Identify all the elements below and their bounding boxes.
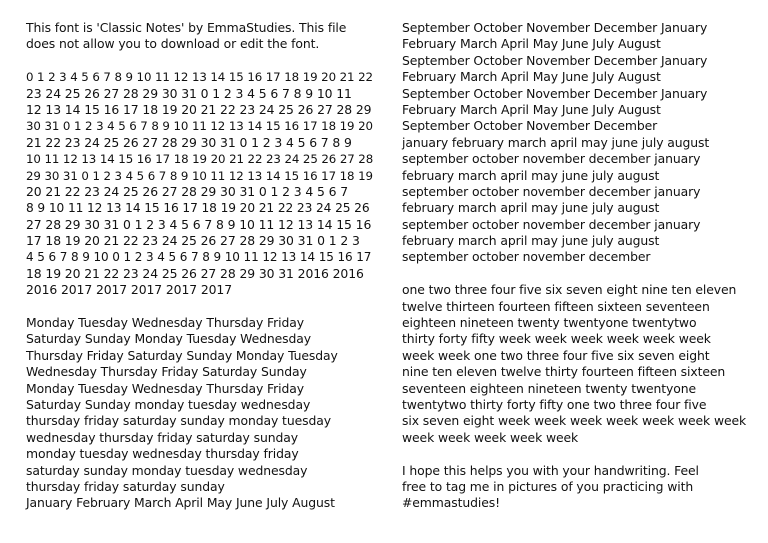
- text-line: Wednesday Thursday Friday Saturday Sunday: [26, 364, 307, 380]
- text-line: eighteen nineteen twenty twentyone twentytwo: [402, 315, 697, 331]
- text-line: wednesday thursday friday saturday sunday: [26, 429, 298, 445]
- text-line: 23 24 25 26 27 28 29 30 31 0 1 2 3 4 5 6 7 8 9 10 11: [26, 85, 352, 101]
- text-line: saturday sunday monday tuesday wednesday: [26, 462, 308, 478]
- text-line: nine ten eleven twelve thirty fourteen fifteen sixteen: [402, 364, 726, 380]
- text-line: September October November December: [402, 118, 658, 134]
- text-line: week week one two three four five six seven eight: [402, 347, 710, 363]
- text-line: 27 28 29 30 31 0 1 2 3 4 5 6 7 8 9 10 11 12 13 14 15 16: [26, 216, 372, 232]
- text-line: thursday friday saturday sunday monday tuesday: [26, 413, 331, 429]
- text-line: february march april may june july august: [402, 233, 660, 249]
- text-line: six seven eight week week week week week week week: [402, 413, 747, 429]
- text-line: september october november december january: [402, 183, 701, 199]
- text-line: Saturday Sunday Monday Tuesday Wednesday: [26, 331, 312, 347]
- word-numbers-paragraph: [402, 282, 750, 446]
- text-line: I hope this helps you with your handwriting. Feel: [402, 462, 699, 478]
- text-line: 10 11 12 13 14 15 16 17 18 19 20 21 22 23 24 25 26 27 28: [26, 152, 374, 167]
- closing-paragraph: [402, 463, 750, 512]
- text-line: Thursday Friday Saturday Sunday Monday Tuesday: [26, 347, 338, 363]
- text-line: thursday friday saturday sunday: [26, 478, 225, 494]
- text-line: 0 1 2 3 4 5 6 7 8 9 10 11 12 13 14 15 16 17 18 19 20 21 22: [26, 70, 373, 85]
- text-line: one two three four five six seven eight nine ten eleven: [402, 282, 737, 298]
- text-line: twentytwo thirty forty fifty one two three four five: [402, 396, 707, 412]
- text-line: 18 19 20 21 22 23 24 25 26 27 28 29 30 31 2016 2016: [26, 265, 364, 281]
- text-line: january february march april may june july august: [402, 134, 710, 150]
- right-column: [402, 20, 750, 512]
- text-line: 30 31 0 1 2 3 4 5 6 7 8 9 10 11 12 13 14 15 16 17 18 19 20: [26, 119, 373, 134]
- text-line: 12 13 14 15 16 17 18 19 20 21 22 23 24 25 26 27 28 29: [26, 101, 372, 117]
- text-line: 29 30 31 0 1 2 3 4 5 6 7 8 9 10 11 12 13 14 15 16 17 18 19: [26, 168, 373, 183]
- text-line: free to tag me in pictures of you practicing with: [402, 478, 694, 494]
- text-line: 21 22 23 24 25 26 27 28 29 30 31 0 1 2 3 4 5 6 7 8 9: [26, 134, 352, 150]
- days-paragraph: [26, 315, 374, 512]
- text-line: February March April May June July August: [402, 101, 661, 117]
- text-line: #emmastudies!: [402, 495, 500, 511]
- text-line: september october november december january: [402, 216, 701, 232]
- text-line: thirty forty fifty week week week week week week: [402, 331, 711, 347]
- months-paragraph: [402, 20, 750, 266]
- text-line: september october november december january: [402, 151, 701, 167]
- left-column: [26, 20, 374, 512]
- text-line: February March April May June July August: [402, 36, 661, 52]
- text-line: 8 9 10 11 12 13 14 15 16 17 18 19 20 21 22 23 24 25 26: [26, 201, 370, 216]
- text-line: 20 21 22 23 24 25 26 27 28 29 30 31 0 1 2 3 4 5 6 7: [26, 183, 349, 199]
- numbers-paragraph: [26, 69, 374, 298]
- text-line: September October November December January: [402, 85, 708, 101]
- text-line: february march april may june july august: [402, 167, 660, 183]
- text-line: 17 18 19 20 21 22 23 24 25 26 27 28 29 30 31 0 1 2 3: [26, 233, 360, 249]
- text-line: This font is 'Classic Notes' by EmmaStudies. This file: [26, 20, 347, 35]
- text-line: monday tuesday wednesday thursday friday: [26, 446, 299, 462]
- text-line: september october november december: [402, 249, 651, 265]
- text-line: September October November December January: [402, 20, 708, 35]
- text-line: September October November December January: [402, 52, 708, 68]
- text-line: does not allow you to download or edit the font.: [26, 36, 320, 52]
- text-line: february march april may june july august: [402, 200, 660, 216]
- intro-paragraph: [26, 20, 374, 53]
- text-line: twelve thirteen fourteen fifteen sixteen seventeen: [402, 298, 710, 314]
- text-line: Monday Tuesday Wednesday Thursday Friday: [26, 315, 304, 331]
- text-line: Monday Tuesday Wednesday Thursday Friday: [26, 380, 304, 396]
- text-line: 2016 2017 2017 2017 2017 2017: [26, 282, 232, 298]
- text-line: 4 5 6 7 8 9 10 0 1 2 3 4 5 6 7 8 9 10 11 12 13 14 15 16 17: [26, 250, 372, 265]
- text-line: January February March April May June July August: [26, 495, 335, 511]
- text-line: seventeen eighteen nineteen twenty twentyone: [402, 380, 697, 396]
- text-line: February March April May June July August: [402, 69, 661, 85]
- text-line: week week week week week: [402, 429, 579, 445]
- text-line: Saturday Sunday monday tuesday wednesday: [26, 396, 311, 412]
